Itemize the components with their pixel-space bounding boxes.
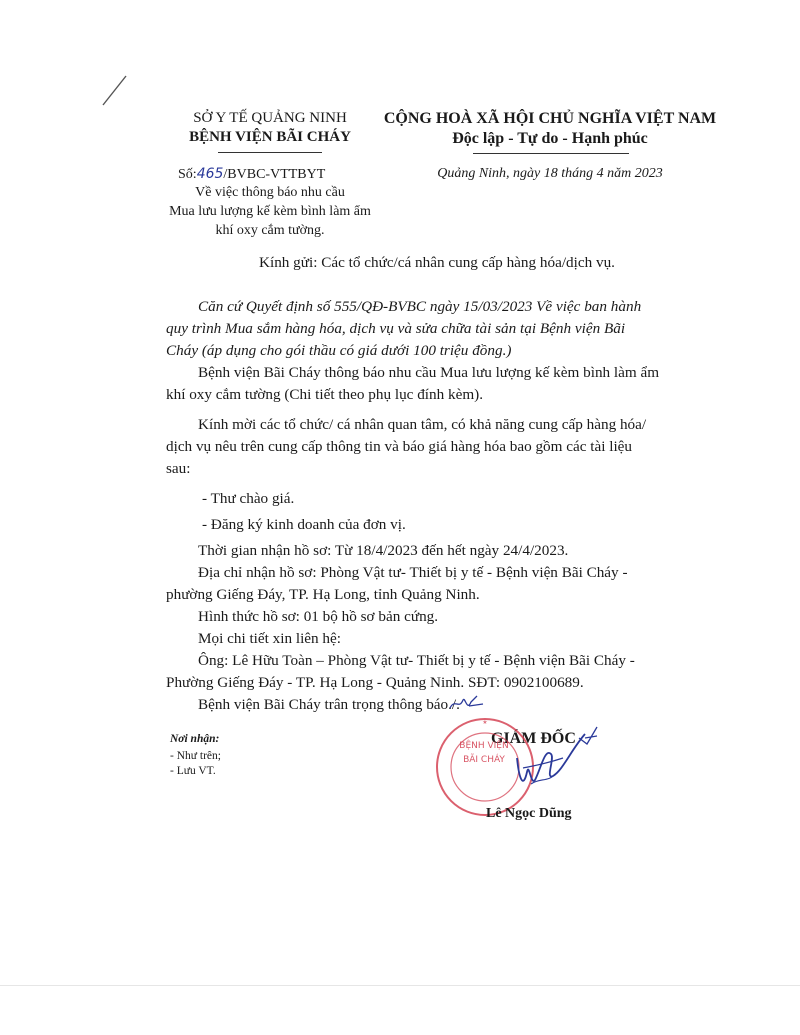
contact-line-2: Phường Giếng Đáy - TP. Hạ Long - Quảng Ninh. SĐT: 0902100689. (166, 674, 584, 691)
right-header-rule (473, 153, 629, 154)
closing-line: Bệnh viện Bãi Cháy trân trọng thông báo./. (198, 696, 460, 713)
contact-line-1: Ông: Lê Hữu Toàn – Phòng Vật tư- Thiết bị y tế - Bệnh viện Bãi Cháy - (198, 652, 635, 669)
hospital-name: BỆNH VIỆN BÃI CHÁY (189, 129, 351, 145)
para1-line-2: khí oxy cắm tường (Chi tiết theo phụ lục đính kèm). (166, 386, 484, 403)
signer-name: Lê Ngọc Dũng (486, 806, 572, 821)
signatory-position: GIÁM ĐỐC (491, 730, 576, 747)
basis-line-2: quy trình Mua sắm hàng hóa, dịch vụ và sửa chữa tài sản tại Bệnh viện Bãi (166, 320, 626, 337)
left-header-rule (218, 152, 322, 153)
doc-number-handwritten: 465 (196, 166, 224, 182)
document-number (178, 166, 325, 183)
list-item-1: - Thư chào giá. (202, 490, 295, 507)
doc-number-prefix: Số: (178, 167, 197, 182)
handwritten-signature (505, 728, 595, 808)
subject-line-2: Mua lưu lượng kế kèm bình làm ẩm (169, 204, 371, 219)
recipient-item-1: - Như trên; (170, 750, 221, 762)
recipient-item-2: - Lưu VT. (170, 765, 216, 777)
para2-line-3: sau: (166, 460, 191, 477)
address-line-2: phường Giếng Đáy, TP. Hạ Long, tỉnh Quảng Ninh. (166, 586, 480, 603)
stamp-text-bottom: BÃI CHÁY (463, 755, 505, 765)
salutation: Kính gửi: Các tổ chức/cá nhân cung cấp hàng hóa/dịch vụ. (259, 254, 615, 271)
para1-line-1: Bệnh viện Bãi Cháy thông báo nhu cầu Mua lưu lượng kế kèm bình làm ẩm (198, 364, 660, 381)
form-line: Hình thức hồ sơ: 01 bộ hồ sơ bản cứng. (198, 608, 439, 625)
stamp-text-top: BỆNH VIỆN (459, 741, 509, 751)
pen-mark (100, 72, 130, 108)
national-motto: Độc lập - Tự do - Hạnh phúc (452, 130, 648, 147)
basis-line-3: Cháy (áp dụng cho gói thầu có giá dưới 100 triệu đồng.) (166, 342, 512, 359)
basis-line-1: Căn cứ Quyết định số 555/QĐ-BVBC ngày 15/03/2023 Về việc ban hành (198, 298, 642, 315)
place-date: Quảng Ninh, ngày 18 tháng 4 năm 2023 (437, 166, 663, 181)
svg-text:★: ★ (482, 719, 488, 726)
subject-line-1: Về việc thông báo nhu cầu (195, 185, 345, 200)
contact-intro: Mọi chi tiết xin liên hệ: (198, 630, 341, 647)
doc-number-suffix: /BVBC-VTTBYT (223, 167, 326, 182)
para2-line-1: Kính mời các tổ chức/ cá nhân quan tâm, có khả năng cung cấp hàng hóa/ (198, 416, 647, 433)
ministry-name: SỞ Y TẾ QUẢNG NINH (193, 110, 347, 126)
list-item-2: - Đăng ký kinh doanh của đơn vị. (202, 516, 406, 533)
country-name: CỘNG HOÀ XÃ HỘI CHỦ NGHĨA VIỆT NAM (383, 110, 717, 127)
address-line-1: Địa chỉ nhận hồ sơ: Phòng Vật tư- Thiết bị y tế - Bệnh viện Bãi Cháy - (198, 564, 628, 581)
para2-line-2: dịch vụ nêu trên cung cấp thông tin và báo giá hàng hóa bao gồm các tài liệu (166, 438, 633, 455)
recipients-title: Nơi nhận: (170, 733, 220, 745)
scan-edge (0, 985, 800, 986)
subject-line-3: khí oxy cắm tường. (215, 223, 325, 238)
time-line: Thời gian nhận hồ sơ: Từ 18/4/2023 đến hết ngày 24/4/2023. (198, 542, 569, 559)
